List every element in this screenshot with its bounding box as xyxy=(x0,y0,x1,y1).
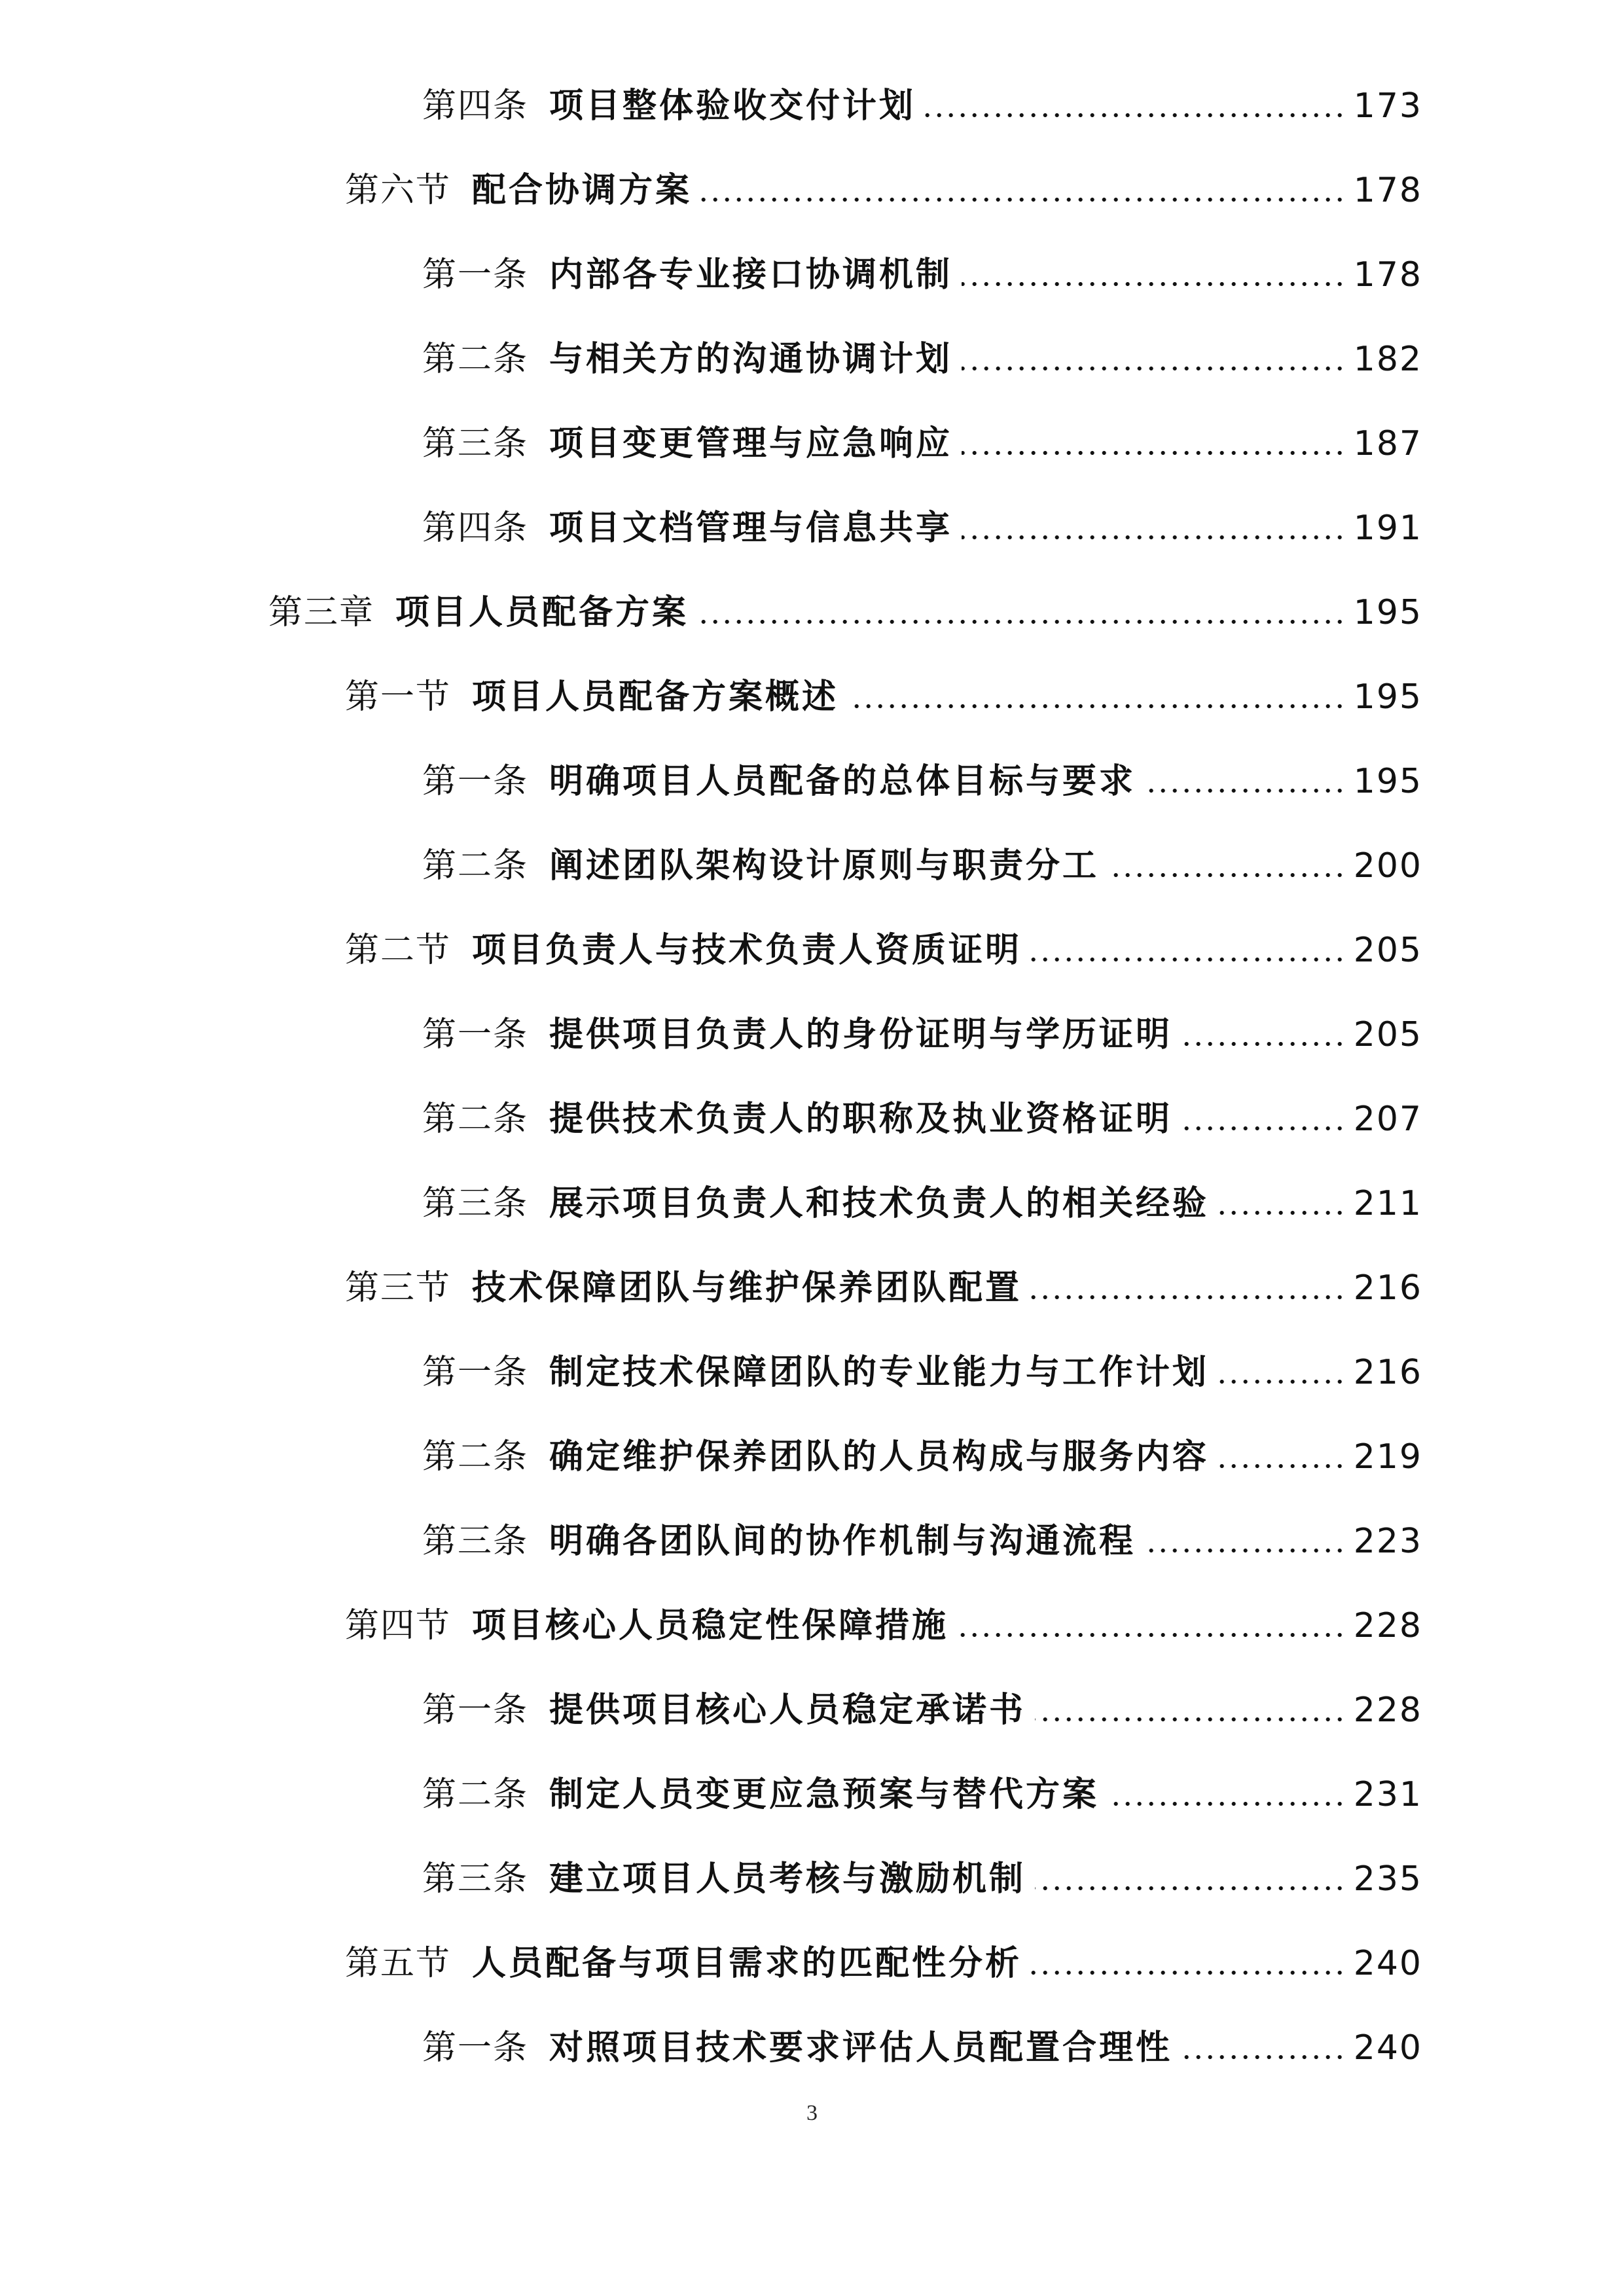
toc-entry-page: 191 xyxy=(1353,509,1422,548)
toc-entry-page: 195 xyxy=(1353,593,1422,632)
toc-entry-title: 提供项目负责人的身份证明与学历证明 xyxy=(549,1014,1173,1054)
toc-entry[interactable] xyxy=(422,1846,1422,1912)
dot-leader xyxy=(962,365,1346,372)
toc-entry[interactable] xyxy=(422,1424,1422,1490)
toc-entry-number: 第四条 xyxy=(422,86,529,126)
dot-leader xyxy=(1031,1969,1346,1977)
dot-leader xyxy=(962,533,1346,541)
dot-leader xyxy=(1035,1884,1346,1892)
toc-entry[interactable] xyxy=(422,1171,1422,1236)
toc-entry-number: 第三条 xyxy=(422,1522,529,1561)
toc-entry[interactable] xyxy=(422,749,1422,814)
toc-entry-number: 第一条 xyxy=(422,2028,529,2068)
toc-entry-title: 配合协调方案 xyxy=(472,170,693,210)
toc-entry[interactable] xyxy=(422,2015,1422,2081)
toc-entry[interactable] xyxy=(345,918,1422,983)
toc-entry-title: 确定维护保养团队的人员构成与服务内容 xyxy=(549,1437,1210,1477)
toc-entry[interactable] xyxy=(422,1340,1422,1405)
dot-leader xyxy=(1182,2053,1346,2061)
dot-leader xyxy=(1218,1378,1346,1386)
toc-entry-title: 项目负责人与技术负责人资质证明 xyxy=(472,930,1022,970)
toc-entry-number: 第六节 xyxy=(345,171,452,210)
toc-entry-number: 第一条 xyxy=(422,1353,529,1392)
toc-entry[interactable] xyxy=(345,1255,1422,1321)
toc-entry-title: 项目核心人员稳定性保障措施 xyxy=(472,1605,949,1645)
toc-entry-page: 235 xyxy=(1353,1859,1422,1899)
toc-entry-title: 提供项目核心人员稳定承诺书 xyxy=(549,1690,1026,1730)
dot-leader xyxy=(1108,1800,1346,1808)
toc-entry-title: 明确各团队间的协作机制与沟通流程 xyxy=(549,1521,1136,1561)
toc-entry-number: 第三章 xyxy=(268,593,375,632)
toc-entry-page: 182 xyxy=(1353,340,1422,379)
dot-leader xyxy=(1035,1715,1346,1723)
toc-entry-page: 228 xyxy=(1353,1691,1422,1730)
toc-entry[interactable] xyxy=(422,1762,1422,1827)
toc-entry-number: 第五节 xyxy=(345,1944,452,1983)
toc-entry-page: 216 xyxy=(1353,1353,1422,1392)
toc-entry-number: 第三条 xyxy=(422,1184,529,1223)
dot-leader xyxy=(698,618,1346,626)
toc-entry[interactable] xyxy=(345,1593,1422,1659)
toc-entry-number: 第二条 xyxy=(422,1100,529,1139)
toc-entry-number: 第一条 xyxy=(422,762,529,801)
toc-entry-page: 205 xyxy=(1353,1015,1422,1054)
toc-entry-title: 技术保障团队与维护保养团队配置 xyxy=(472,1268,1022,1308)
toc-entry-title: 项目人员配备方案概述 xyxy=(472,677,839,717)
toc-entry-page: 205 xyxy=(1353,931,1422,970)
dot-leader xyxy=(1031,1293,1346,1301)
toc-entry-number: 第三条 xyxy=(422,424,529,463)
toc-entry-number: 第一条 xyxy=(422,1691,529,1730)
toc-entry-title: 对照项目技术要求评估人员配置合理性 xyxy=(549,2028,1173,2068)
toc-entry-number: 第二节 xyxy=(345,931,452,970)
toc-entry-number: 第二条 xyxy=(422,846,529,886)
toc-entry-title: 展示项目负责人和技术负责人的相关经验 xyxy=(549,1183,1210,1223)
toc-entry-page: 219 xyxy=(1353,1437,1422,1477)
toc-entry-title: 阐述团队架构设计原则与职责分工 xyxy=(549,846,1100,886)
toc-entry[interactable] xyxy=(422,73,1422,139)
dot-leader xyxy=(925,111,1346,119)
toc-entry-page: 187 xyxy=(1353,424,1422,463)
toc-entry-page: 195 xyxy=(1353,762,1422,801)
toc-entry-page: 195 xyxy=(1353,677,1422,717)
dot-leader xyxy=(1218,1462,1346,1470)
toc-entry-title: 项目文档管理与信息共享 xyxy=(549,508,953,548)
page-number: 3 xyxy=(806,2101,818,2125)
toc-entry[interactable] xyxy=(422,411,1422,476)
toc-entry-title: 项目变更管理与应急响应 xyxy=(549,423,953,463)
toc-entry-title: 与相关方的沟通协调计划 xyxy=(549,339,953,379)
toc-entry[interactable] xyxy=(422,242,1422,308)
toc-entry[interactable] xyxy=(422,1509,1422,1574)
toc-entry-page: 231 xyxy=(1353,1775,1422,1814)
dot-leader xyxy=(1108,871,1346,879)
dot-leader xyxy=(701,196,1346,204)
toc-entry-title: 人员配备与项目需求的匹配性分析 xyxy=(472,1943,1022,1983)
toc-entry-page: 216 xyxy=(1353,1268,1422,1308)
toc-entry[interactable] xyxy=(268,580,1422,645)
dot-leader xyxy=(958,1631,1346,1639)
dot-leader xyxy=(962,449,1346,457)
toc-entry-page: 173 xyxy=(1353,86,1422,126)
toc-entry-number: 第四条 xyxy=(422,509,529,548)
toc-entry-page: 178 xyxy=(1353,255,1422,295)
toc-entry-title: 项目人员配备方案 xyxy=(395,592,689,632)
dot-leader xyxy=(1145,787,1346,795)
toc-entry-page: 240 xyxy=(1353,1944,1422,1983)
dot-leader xyxy=(848,702,1346,710)
toc-entry-number: 第一节 xyxy=(345,677,452,717)
dot-leader xyxy=(962,280,1346,288)
toc-entry[interactable] xyxy=(422,1002,1422,1067)
toc-entry-page: 228 xyxy=(1353,1606,1422,1645)
toc-entry-page: 223 xyxy=(1353,1522,1422,1561)
toc-entry[interactable] xyxy=(422,833,1422,899)
toc-entry-title: 制定人员变更应急预案与替代方案 xyxy=(549,1774,1100,1814)
toc-entry-page: 211 xyxy=(1353,1184,1422,1223)
toc-entry-number: 第四节 xyxy=(345,1606,452,1645)
toc-entry-page: 240 xyxy=(1353,2028,1422,2068)
dot-leader xyxy=(1182,1040,1346,1048)
toc-entry-title: 提供技术负责人的职称及执业资格证明 xyxy=(549,1099,1173,1139)
toc-entry[interactable] xyxy=(422,1086,1422,1152)
toc-entry[interactable] xyxy=(422,495,1422,561)
toc-entry-number: 第一条 xyxy=(422,1015,529,1054)
toc-entry[interactable] xyxy=(345,1931,1422,1996)
toc-entry[interactable] xyxy=(422,1677,1422,1743)
toc-entry-page: 200 xyxy=(1353,846,1422,886)
toc-entry-number: 第二条 xyxy=(422,340,529,379)
dot-leader xyxy=(1182,1124,1346,1132)
toc-entry-title: 建立项目人员考核与激励机制 xyxy=(549,1859,1026,1899)
dot-leader xyxy=(1218,1209,1346,1217)
dot-leader xyxy=(1145,1547,1346,1554)
toc-entry-page: 178 xyxy=(1353,171,1422,210)
toc-entry-number: 第一条 xyxy=(422,255,529,295)
toc-entry-number: 第三节 xyxy=(345,1268,452,1308)
toc-entry-title: 内部各专业接口协调机制 xyxy=(549,255,953,295)
toc-entry-title: 制定技术保障团队的专业能力与工作计划 xyxy=(549,1352,1210,1392)
toc-entry-title: 明确项目人员配备的总体目标与要求 xyxy=(549,761,1136,801)
toc-entry-number: 第二条 xyxy=(422,1775,529,1814)
toc-entry[interactable] xyxy=(422,327,1422,392)
toc-entry[interactable] xyxy=(345,664,1422,730)
toc-entry[interactable] xyxy=(345,158,1422,223)
dot-leader xyxy=(1031,956,1346,963)
toc-entry-number: 第二条 xyxy=(422,1437,529,1477)
toc-entry-number: 第三条 xyxy=(422,1859,529,1899)
toc-entry-title: 项目整体验收交付计划 xyxy=(549,86,916,126)
toc-entry-page: 207 xyxy=(1353,1100,1422,1139)
